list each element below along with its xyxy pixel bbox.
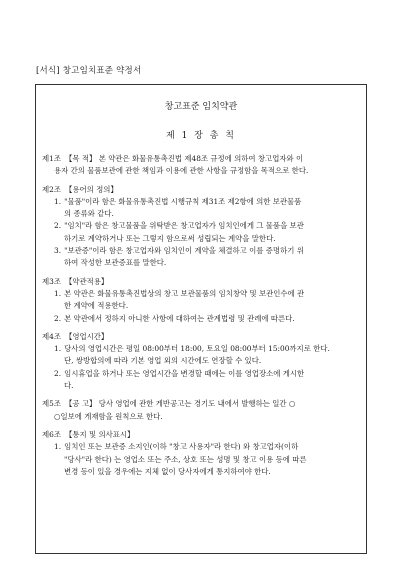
list-item <box>42 288 360 300</box>
list-item <box>42 368 360 380</box>
item-text-continued: 다. <box>64 381 74 391</box>
item-text-continued: 하여 작성한 보관증표를 말한다. <box>64 258 167 268</box>
article-number: 제1조 <box>42 154 61 163</box>
item-text: 당사의 영업시간은 평일 08:00부터 18:00, 토요일 08:00부터 15:00까지로 한다. <box>64 344 330 354</box>
list-item <box>42 196 360 208</box>
article-text-continued: 용자 간의 물품보관에 관한 책임과 이용에 관한 사항을 규정함을 목적으로 한다. <box>54 166 309 176</box>
article-title: 【영업시간】 <box>64 331 109 341</box>
article-title: 【통지 및 의사표시】 <box>64 429 135 439</box>
item-text: 임치인 또는 보관증 소지인(이하 "창고 사용자"라 한다) 와 창고업자(이하 <box>64 442 299 452</box>
article-text: 당사 영업에 관한 게반공고는 경기도 내에서 발행하는 일간 ○ <box>98 399 296 409</box>
item-text-continued: "당사"라 한다) 는 영업소 또는 주소, 상호 또는 성명 및 창고 이용 등에 따른 <box>64 454 307 464</box>
article-title: 【약관적용】 <box>64 276 109 286</box>
article-line <box>42 429 360 441</box>
article-number: 제3조 <box>42 276 61 286</box>
article-line <box>42 398 360 410</box>
item-text: "임치"라 함은 창고물품을 위탁받은 창고업자가 임치인에게 그 물품을 보관 <box>64 221 304 231</box>
item-text-continued: 의 종류와 같다. <box>64 209 114 219</box>
article-text: 본 약관은 화물유통촉진법 제48조 규정에 의하여 창고업자와 이 <box>98 154 304 163</box>
document-title: 창고표준 임치약관 <box>164 102 238 112</box>
article-line <box>42 276 360 288</box>
item-text-continued: 한 계약에 적용한다. <box>64 301 129 311</box>
item-text-continued: 하기로 계약하거나 또는 그렇지 함으로써 성립되는 계약을 말한다. <box>64 233 276 243</box>
list-item <box>42 313 360 325</box>
article-number: 제4조 <box>42 331 61 341</box>
item-text: 임시휴업을 하거나 또는 영업시간을 변경할 때에는 이를 영업장소에 게시한 <box>64 368 305 378</box>
list-item <box>42 343 360 355</box>
article-1 <box>42 153 360 178</box>
article-2 <box>42 184 360 270</box>
item-number: 2. <box>54 368 62 378</box>
list-item <box>42 441 360 453</box>
item-number: 1. <box>54 344 62 354</box>
article-number: 제5조 <box>42 399 61 409</box>
article-3 <box>42 276 360 325</box>
item-number: 2. <box>54 221 62 231</box>
article-6 <box>42 429 360 478</box>
list-item <box>42 220 360 232</box>
article-4 <box>42 331 360 392</box>
article-line <box>42 153 360 165</box>
item-text: 본 약관에서 정하지 아니한 사항에 대하여는 관계법령 및 관례에 따른다. <box>64 313 295 323</box>
item-text-continued: 단, 쌍방합의에 따라 기본 영업 외의 시간에도 연장할 수 있다. <box>64 356 262 366</box>
article-line <box>42 331 360 343</box>
item-text: 본 약관은 화물유통촉진법상의 창고 보관물품의 임치창약 및 보관인수에 관 <box>64 288 305 298</box>
article-text-continued: ○일보에 게재함을 원칙으로 한다. <box>54 411 163 421</box>
item-text-continued: 변경 등이 있을 경우에는 지체 없이 당사자에게 통지하여야 한다. <box>64 466 271 476</box>
article-5 <box>42 398 360 423</box>
article-number: 제2조 <box>42 184 61 194</box>
form-label: [서식] 창고임치표준 약정서 <box>36 66 142 76</box>
article-number: 제6조 <box>42 429 61 439</box>
document-frame <box>35 84 367 554</box>
item-number: 2. <box>54 313 62 323</box>
article-title: 【공 고】 <box>64 399 97 409</box>
item-number: 1. <box>54 196 62 206</box>
document-body <box>42 153 360 484</box>
article-title: 【목 적】 <box>64 154 97 163</box>
chapter-heading: 제 1 장 총 칙 <box>166 131 236 141</box>
article-title: 【용어의 정의】 <box>64 184 118 194</box>
item-text: "보관증"이라 함은 창고업자와 임치인이 계약을 체결하고 이를 증명하기 위 <box>64 246 304 256</box>
item-number: 1. <box>54 442 62 452</box>
item-number: 1. <box>54 288 62 298</box>
article-line <box>42 184 360 196</box>
item-text: "물품"이라 함은 화물유통촉진법 시행규칙 제31조 제2항에 의한 보관물품 <box>64 196 302 206</box>
list-item <box>42 245 360 257</box>
item-number: 3. <box>54 246 62 256</box>
